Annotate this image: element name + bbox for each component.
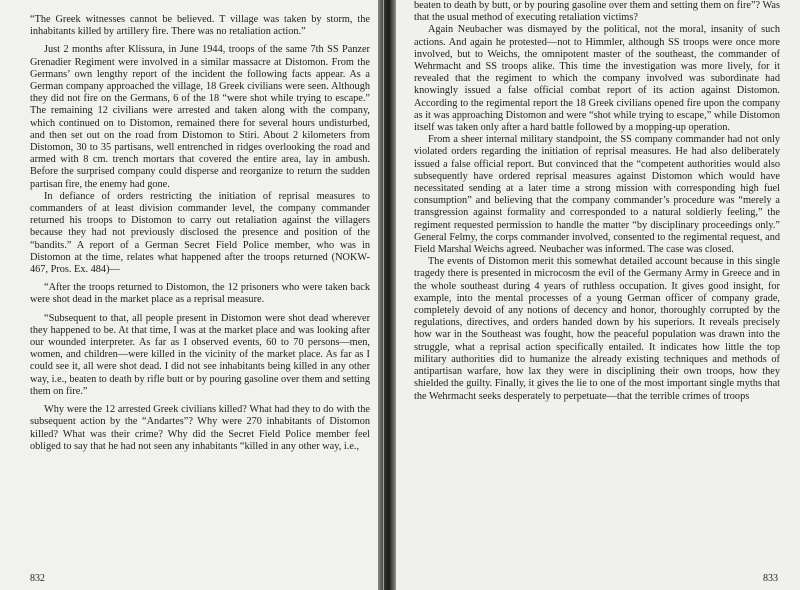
left-page-text — [30, 14, 370, 453]
paragraph: In defiance of orders restricting the initiation of reprisal measures to commanders of at least division commander level, the company commander returned his troops to Distomon to carry out retaliation against the villagers because they had not previously disclosed the presence and position of the “bandits.” A report of a German Secret Field Police member, who was in Distomon at the time, relates what happened after the troops returned (NOKW-467, Pros. Ex. 484)— — [30, 190, 370, 276]
paragraph: Just 2 months after Klissura, in June 1944, troops of the same 7th SS Panzer Grenadier Regiment were involved in a similar massacre at Distomon. From the Germans’ own lengthy report of the incident the following facts appear. As a German company approached the village, 18 Greek civilians were seen. Although they did not fire on the Germans, 6 of the 18 “were shot while trying to escape.” The remaining 12 civilians were arrested and taken along with the company, which continued on to Distomon, remained there for several hours undisturbed, and then set out on the road from Distomon to Stiri. About 2 kilometers from Distomon, 30 to 35 partisans, well entrenched in ridges overlooking the road and armed with 8 cm. trench mortars that covered the entire area, lay in ambush. Before the surprised company could disperse and reorganize to return the sudden partisan fire, the enemy had gone. — [30, 44, 370, 190]
paragraph: From a sheer internal military standpoint, the SS company commander had not only violated orders regarding the initiation of reprisal measures. He had also deliberately issued a false official report. But convinced that the “competent authorities would also subsequently have ordered reprisal measures against Distomon which would have necessitated sending at a later time a strong mission with corresponding high fuel consumption” and believing that the company commander’s procedure was “merely a transgression against formality and corresponded to a natural soldierly feeling,” the regiment requested permission to handle the matter “by disciplinary proceedings only.” General Felmy, the corps commander involved, consented to the regimental request, and Field Marshal Weichs agreed. Neubacher was informed. The case was closed. — [414, 134, 780, 256]
paragraph: The events of Distomon merit this somewhat detailed account because in this single tragedy there is presented in microcosm the evil of the Germany Army in Greece and in the whole southeast during 4 years of ruthless occupation. It gives good insight, for example, into the mental processes of a young German officer of company grade, completely devoid of any notions of decency and honor, thoroughly corrupted by the regulations, directives, and orders handed down by his superiors. It reveals precisely how war in the Southeast was fought, how the peaceful population was drawn into the struggle, what a reprisal action specifically entailed. It indicates how little the top military authorities did to humanize the already existing techniques and methods of antipartisan warfare, how lax they were in disciplining their own troops, how they shielded the guilty. Finally, it gives the lie to one of the most important single myths that the Wehrmacht seeks desperately to perpetuate—that the terrible crimes of troops — [414, 256, 780, 402]
left-page — [0, 0, 380, 590]
paragraph: Again Neubacher was dismayed by the political, not the moral, insanity of such actions. And again he protested—not to Himmler, although SS troops were once more involved, but to Weichs, the omnipotent master of the southeast, the commander of Wehrmacht and SS troops alike. This time the investigation was more lively, for it revealed that the regiment to which the company involved was subordinate had knowingly issued a false official combat report of its action against Distomon. According to the regimental report the 18 Greek civilians opened fire upon the company as it was approaching Distomon and were “shot while trying to escape,” while Distomon itself was taken only after a hard battle followed by a mopping-up operation. — [414, 24, 780, 134]
page-number: 833 — [763, 573, 778, 584]
paragraph: Why were the 12 arrested Greek civilians killed? What had they to do with the subsequent action by the “Andartes”? Why were 270 inhabitants of Distomon killed? What was their crime? Why did the Secret Field Police member feel obliged to say that he had not seen any inhabitants “killed in any other way, i.e., — [30, 404, 370, 452]
block-quote: “Subsequent to that, all people present in Distomon were shot dead wherever they happened to be. At that time, I was at the market place and was looking after our wounded interpreter. As far as I observed events, 60 to 70 persons—men, women, and children—were killed in the vicinity of the market place. As far as I could see it, all were shot dead. I did not see inhabitants being killed in any other way, i.e., beaten to death by rifle butt or by pouring gasoline over them and setting them on fire.” — [30, 312, 370, 397]
page-number: 832 — [30, 573, 45, 584]
book-gutter — [378, 0, 398, 590]
block-quote: “After the troops returned to Distomon, the 12 prisoners who were taken back were shot dead in the market place as a reprisal measure. — [30, 282, 370, 306]
paragraph: “The Greek witnesses cannot be believed. T village was taken by storm, the inhabitants killed by artillery fire. There was no retaliation action.” — [30, 14, 370, 38]
gutter-highlight — [383, 0, 384, 590]
right-page — [396, 0, 800, 590]
right-page-text — [414, 0, 780, 403]
paragraph: beaten to death by butt, or by pouring gasoline over them and setting them on fire”? Was that the usual method of executing retaliation victims? — [414, 0, 780, 24]
